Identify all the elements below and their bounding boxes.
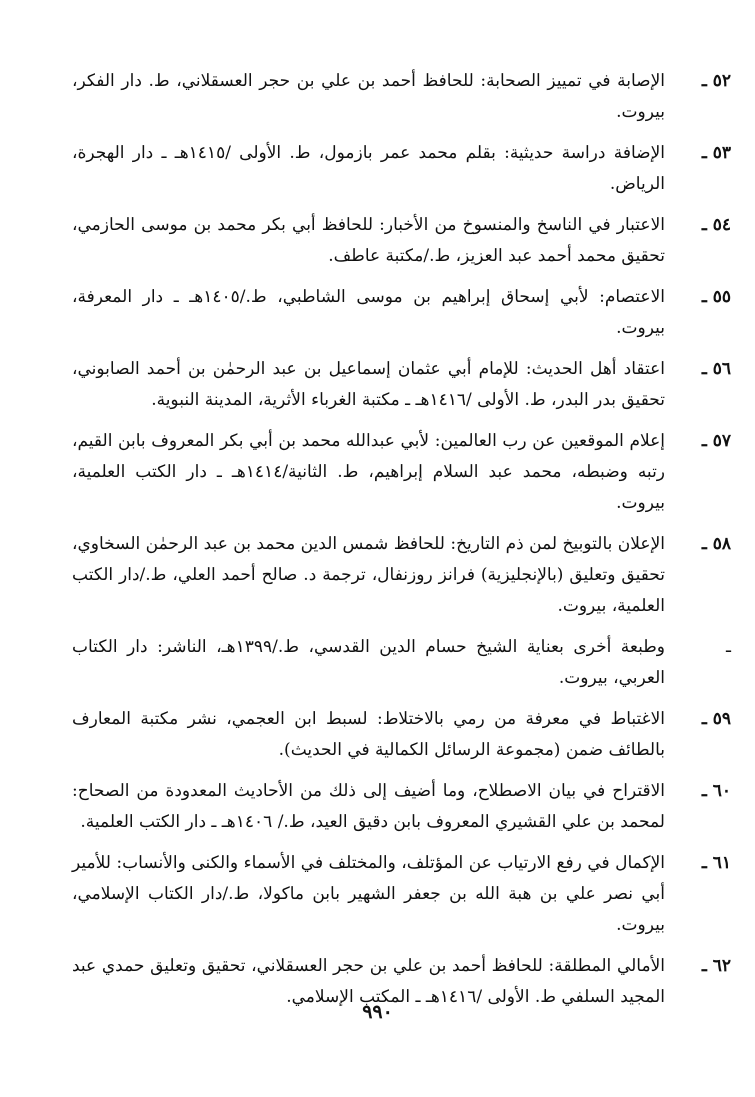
entry-text: اعتقاد أهل الحديث: للإمام أبي عثمان إسماعيل بن عبد الرحمٰن بن أحمد الصابوني، تحقيق بدر البدر، ط. الأولى /١٤١٦هـ ـ مكتبة الغرباء الأثرية، المدينة النبوية. <box>72 359 665 410</box>
entry-number: ٥٩ ـ <box>701 709 731 729</box>
bibliography-entry <box>72 776 731 838</box>
entry-number: ـ <box>726 637 731 657</box>
bibliography-entry <box>72 529 731 622</box>
entry-text: الإضافة دراسة حديثية: بقلم محمد عمر بازمول، ط. الأولى /١٤١٥هـ ـ دار الهجرة، الرياض. <box>72 143 665 194</box>
bibliography-entry <box>72 426 731 519</box>
entry-number: ٦١ ـ <box>701 853 731 873</box>
bibliography-entry <box>72 138 731 200</box>
entry-number: ٥٢ ـ <box>701 71 731 91</box>
bibliography-entry <box>72 354 731 416</box>
entry-number: ٥٣ ـ <box>701 143 731 163</box>
bibliography-list <box>72 66 731 1013</box>
bibliography-entry <box>72 66 731 128</box>
entry-text: الأمالي المطلقة: للحافظ أحمد بن علي بن حجر العسقلاني، تحقيق وتعليق حمدي عبد المجيد السلفي ط. الأولى /١٤١٦هـ ـ المكتب الإسلامي. <box>72 956 665 1007</box>
entry-number: ٥٨ ـ <box>701 534 731 554</box>
entry-text: وطبعة أخرى بعناية الشيخ حسام الدين القدسي، ط./١٣٩٩هـ، الناشر: دار الكتاب العربي، بيروت. <box>72 637 665 688</box>
bibliography-entry <box>72 210 731 272</box>
entry-text: الاعتصام: لأبي إسحاق إبراهيم بن موسى الشاطبي، ط./١٤٠٥هـ ـ دار المعرفة، بيروت. <box>72 287 665 338</box>
entry-text: الاعتبار في الناسخ والمنسوخ من الأخبار: للحافظ أبي بكر محمد بن موسى الحازمي، تحقيق محمد أحمد عبد العزيز، ط./مكتبة عاطف. <box>72 215 665 266</box>
entry-text: الإكمال في رفع الارتياب عن المؤتلف، والمختلف في الأسماء والكنى والأنساب: للأمير أبي نصر علي بن هبة الله بن جعفر الشهير بابن ماكولا، ط./دار الكتاب الإسلامي، بيروت. <box>72 853 665 935</box>
entry-number: ٦٠ ـ <box>701 781 731 801</box>
bibliography-entry <box>72 848 731 941</box>
bibliography-sub-entry <box>72 632 731 694</box>
entry-number: ٥٧ ـ <box>701 431 731 451</box>
entry-text: إعلام الموقعين عن رب العالمين: لأبي عبدالله محمد بن أبي بكر المعروف بابن القيم، رتبه وضبطه، محمد عبد السلام إبراهيم، ط. الثانية/١٤١٤هـ ـ دار الكتب العلمية، بيروت. <box>72 431 666 513</box>
page-number: ٩٩٠ <box>362 1001 393 1023</box>
entry-text: الإعلان بالتوبيخ لمن ذم التاريخ: للحافظ شمس الدين محمد بن عبد الرحمٰن السخاوي، تحقيق وتعليق (بالإنجليزية) فرانز روزنفال، ترجمة د. صالح أحمد العلي، ط./دار الكتب العلمية، بيروت. <box>72 534 665 616</box>
entry-text: الاقتراح في بيان الاصطلاح، وما أضيف إلى ذلك من الأحاديث المعدودة من الصحاح: لمحمد بن علي القشيري المعروف بابن دقيق العيد، ط./ ١٤٠٦هـ ـ دار الكتب العلمية. <box>72 781 665 832</box>
entry-number: ٦٢ ـ <box>701 956 731 976</box>
entry-number: ٥٦ ـ <box>701 359 731 379</box>
entry-number: ٥٥ ـ <box>701 287 731 307</box>
bibliography-entry <box>72 282 731 344</box>
entry-number: ٥٤ ـ <box>701 215 731 235</box>
entry-text: الإصابة في تمييز الصحابة: للحافظ أحمد بن علي بن حجر العسقلاني، ط. دار الفكر، بيروت. <box>72 71 665 122</box>
entry-text: الاغتباط في معرفة من رمي بالاختلاط: لسبط ابن العجمي، نشر مكتبة المعارف بالطائف ضمن (مجموعة الرسائل الكمالية في الحديث). <box>72 709 665 760</box>
bibliography-entry <box>72 704 731 766</box>
